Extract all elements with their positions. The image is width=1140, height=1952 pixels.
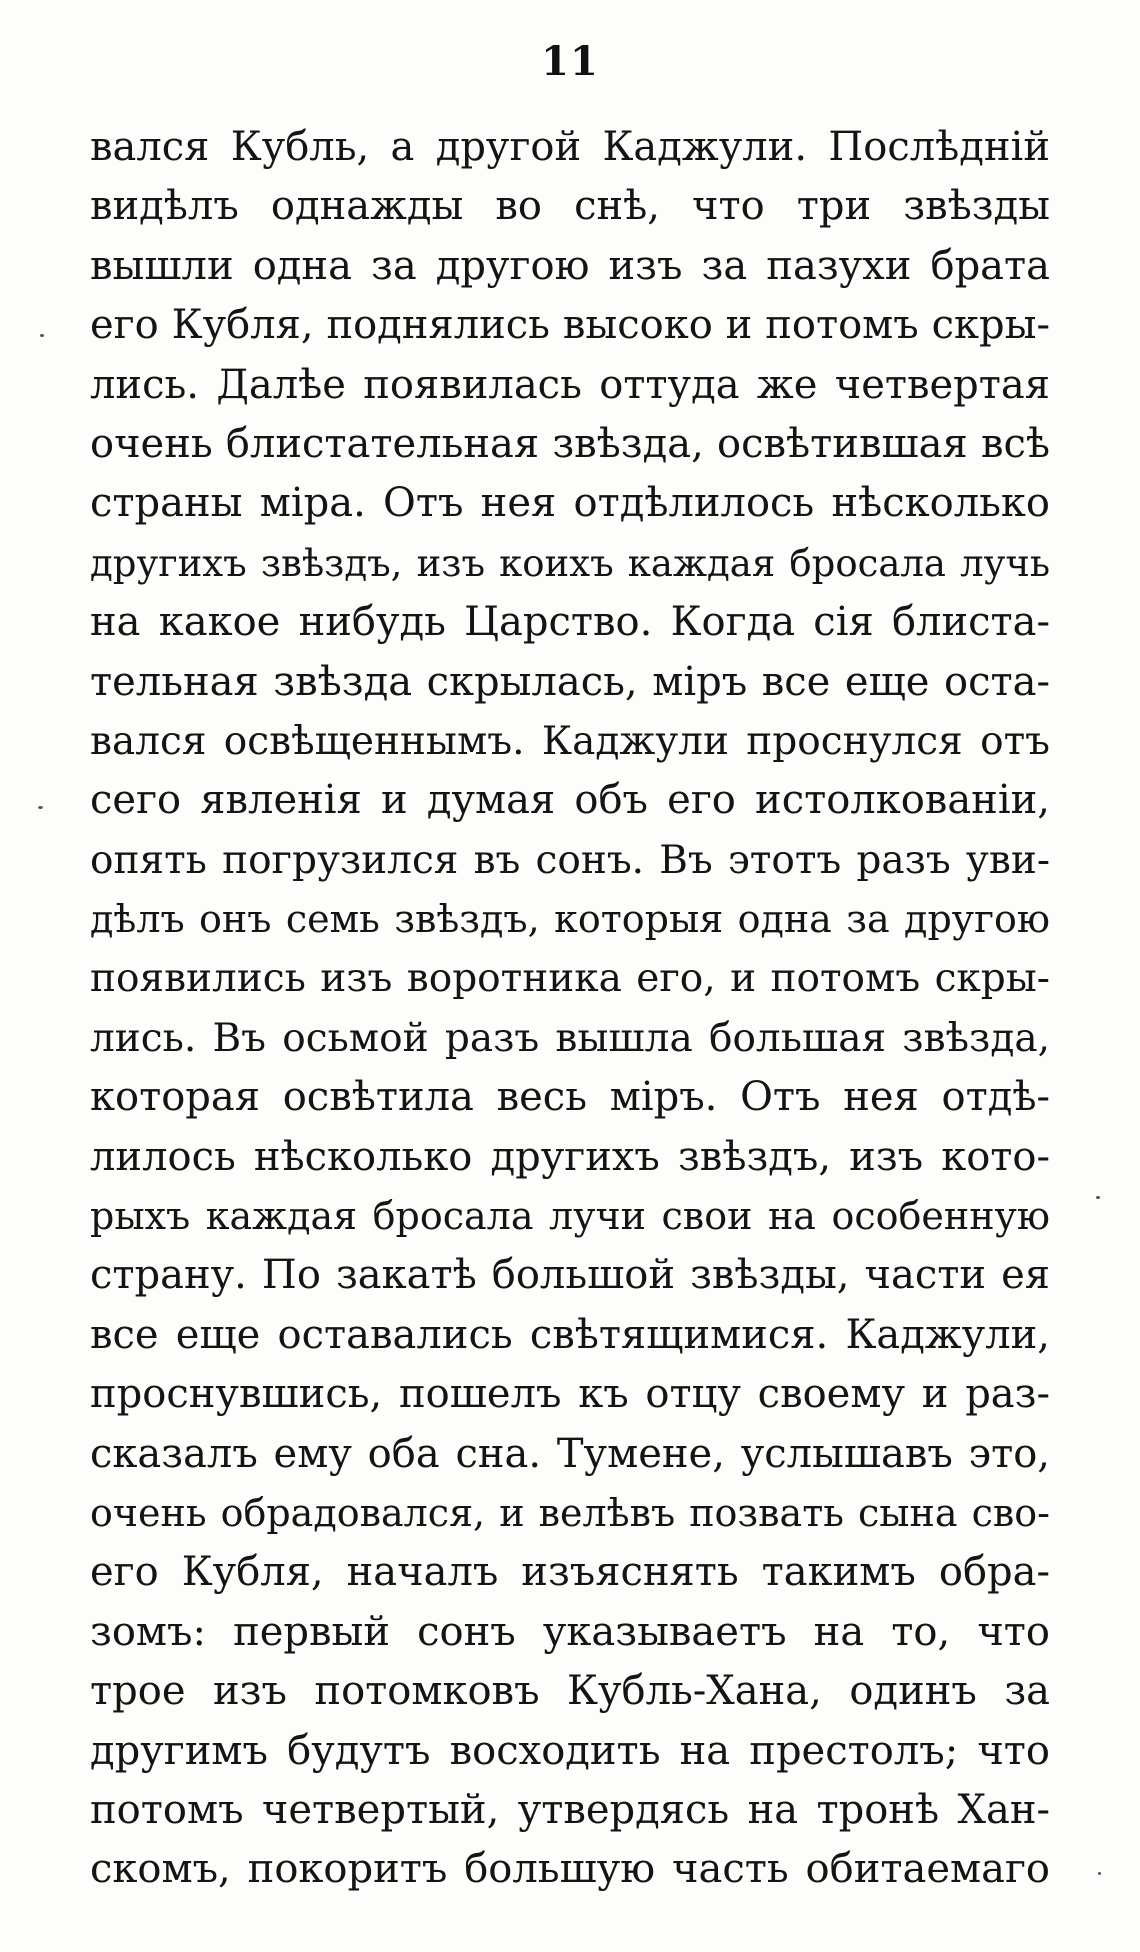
text-line: вышли одна за другою изъ за пазухи брата [90,242,1050,289]
text-line: лись. Въ осьмой разъ вышла большая звѣзда, [90,1015,1050,1061]
text-line: очень обрадовался, и велѣвъ позвать сына сво- [90,1490,1050,1535]
text-line: страну. По закатѣ большой звѣзды, части ея [90,1252,1050,1299]
text-line: лилось нѣсколько другихъ звѣздъ, изъ кото- [90,1133,1050,1180]
text-line: скомъ, покоритъ большую часть обитаемаго [90,1846,1050,1893]
text-line: сего явленія и думая объ его истолкованіи, [90,777,1050,824]
scan-speck [1098,1872,1101,1875]
body-text [90,118,1050,1900]
text-line: его Кубля, поднялись высоко и потомъ скры- [90,302,1050,349]
scan-speck [1096,1196,1100,1199]
text-line: вался освѣщеннымъ. Каджули проснулся отъ [90,718,1050,764]
text-line: другихъ звѣздъ, изъ коихъ каждая бросала лучь [90,541,1050,585]
text-line: очень блистательная звѣзда, освѣтившая всѣ [90,420,1050,467]
text-line: на какое нибудь Царство. Когда сія блиста- [90,599,1050,646]
text-line: сказалъ ему оба сна. Тумене, услышавъ это, [90,1430,1050,1477]
text-line: появились изъ воротника его, и потомъ скры- [90,956,1050,1002]
text-line: опять погрузился въ сонъ. Въ этотъ разъ уви- [90,837,1050,883]
text-line: другимъ будутъ восходить на престолъ; что [90,1727,1050,1774]
text-line: проснувшись, пошелъ къ отцу своему и раз- [90,1371,1050,1418]
text-line: потомъ четвертый, утвердясь на тронѣ Хан- [90,1786,1050,1833]
text-line: зомъ: первый сонъ указываетъ на то, что [90,1608,1050,1655]
text-line: страны міра. Отъ нея отдѣлилось нѣсколько [90,480,1050,527]
text-line: видѣлъ однажды во снѣ, что три звѣзды [90,183,1050,230]
scan-speck [40,334,44,337]
text-line: трое изъ потомковъ Кубль-Хана, одинъ за [90,1668,1050,1715]
text-line: его Кубля, началъ изъяснять такимъ обра- [90,1549,1050,1596]
text-line: тельная звѣзда скрылась, міръ все еще оста- [90,658,1050,705]
scan-speck [38,806,43,809]
text-line: вался Кубль, а другой Каджули. Послѣдній [90,124,1050,170]
text-line: дѣлъ онъ семь звѣздъ, которыя одна за другою [90,897,1050,942]
text-line: которая освѣтила весь міръ. Отъ нея отдѣ- [90,1074,1050,1121]
page-number: 11 [541,38,599,85]
text-line: лись. Далѣе появилась оттуда же четвертая [90,361,1050,408]
text-line: все еще оставались свѣтящимися. Каджули, [90,1311,1050,1358]
text-line: рыхъ каждая бросала лучи свои на особенную [90,1194,1050,1239]
